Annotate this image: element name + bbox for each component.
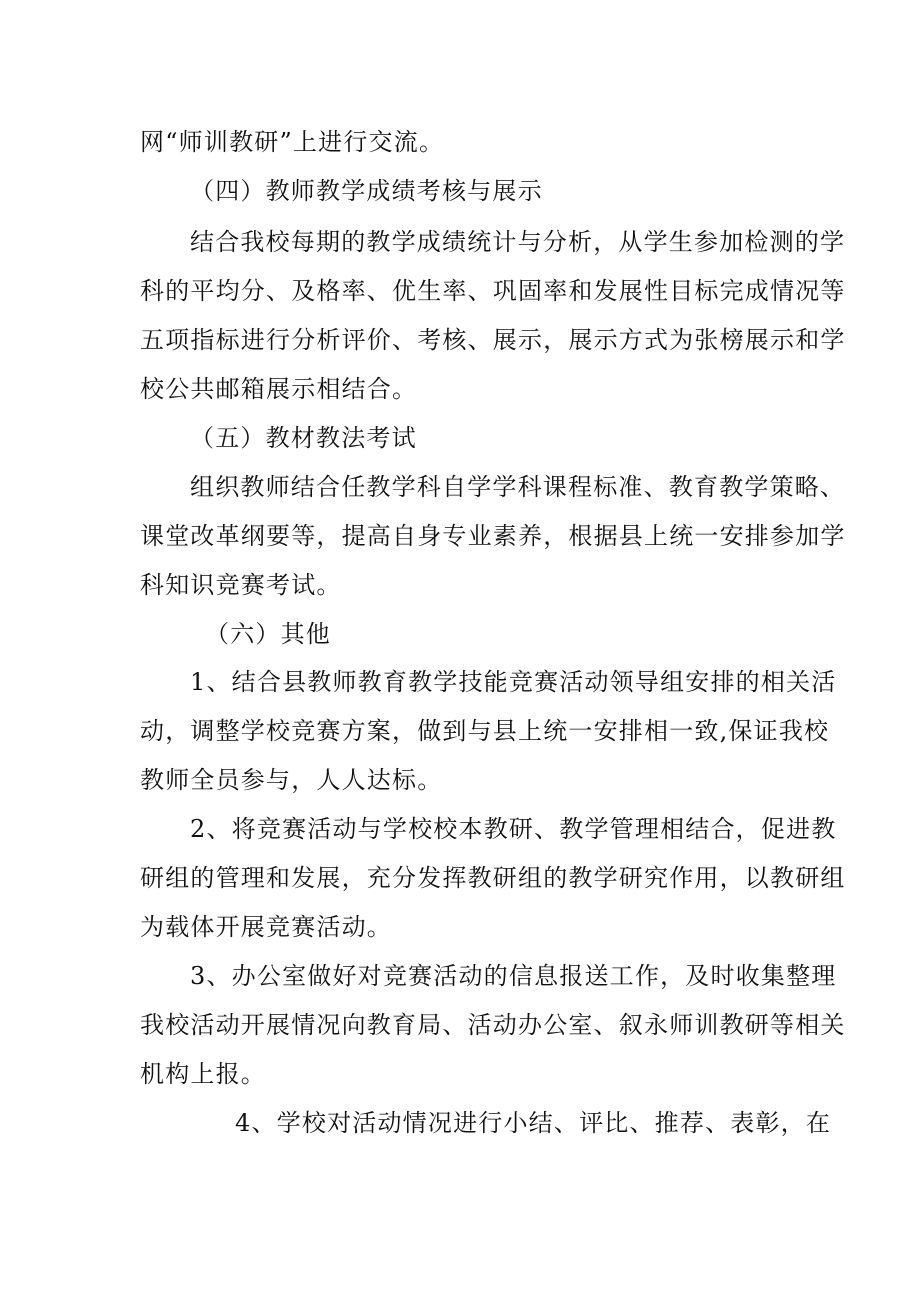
paragraph-line: 机构上报。 — [140, 1060, 266, 1088]
paragraph-line: 2、将竞赛活动与学校校本教研、教学管理相结合，促进教 — [190, 815, 837, 843]
section-heading-four: （四）教师教学成绩考核与展示 — [190, 177, 543, 205]
paragraph-line: 1、结合县教师教育教学技能竞赛活动领导组安排的相关活 — [190, 668, 837, 696]
section-heading-five: （五）教材教法考试 — [190, 424, 417, 452]
paragraph-line: 3、办公室做好对竞赛活动的信息报送工作，及时收集整理 — [190, 962, 837, 990]
paragraph-line: 研组的管理和发展，充分发挥教研组的教学研究作用，以教研组 — [140, 864, 846, 892]
paragraph-line: 4、学校对活动情况进行小结、评比、推荐、表彰，在 — [235, 1109, 832, 1137]
paragraph-line: 我校活动开展情况向教育局、活动办公室、叙永师训教研等相关 — [140, 1011, 846, 1039]
paragraph-line: 组织教师结合任教学科自学学科课程标准、教育教学策略、 — [190, 473, 846, 501]
paragraph-line: 五项指标进行分析评价、考核、展示，展示方式为张榜展示和学 — [140, 326, 846, 354]
paragraph-line: 结合我校每期的教学成绩统计与分析，从学生参加检测的学 — [190, 228, 846, 256]
paragraph-line: 科知识竞赛考试。 — [140, 571, 342, 599]
paragraph-line: 教师全员参与，人人达标。 — [140, 766, 443, 794]
paragraph-line: 课堂改革纲要等，提高自身专业素养，根据县上统一安排参加学 — [140, 522, 846, 550]
paragraph-line: 校公共邮箱展示相结合。 — [140, 375, 418, 403]
paragraph-line: 动，调整学校竞赛方案，做到与县上统一安排相一致,保证我校 — [140, 717, 830, 745]
paragraph-line: 科的平均分、及格率、优生率、巩固率和发展性目标完成情况等 — [140, 277, 846, 305]
paragraph-line: 为载体开展竞赛活动。 — [140, 913, 392, 941]
paragraph-line: 网“师训教研”上进行交流。 — [140, 128, 445, 156]
section-heading-six: （六）其他 — [205, 620, 331, 648]
